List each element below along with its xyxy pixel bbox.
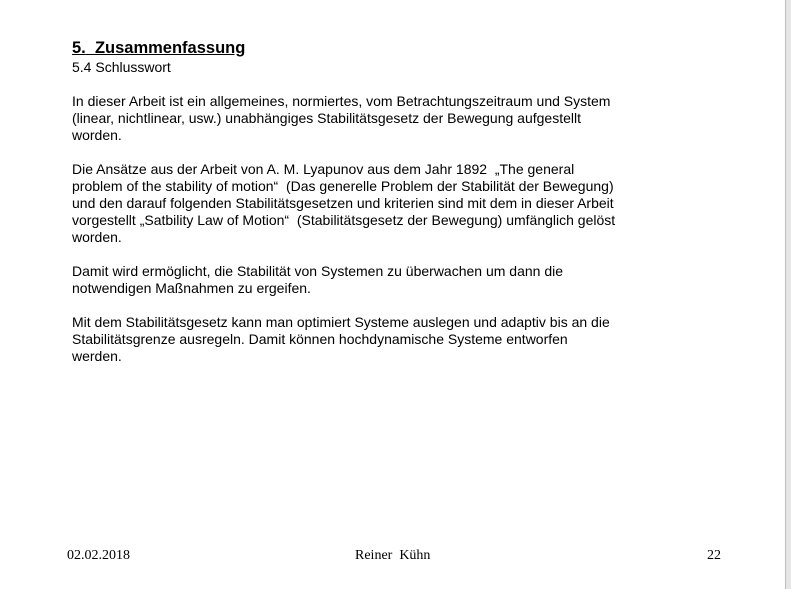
text-line: Mit dem Stabilitätsgesetz kann man optimiert Systeme auslegen und adaptiv bis an die: [72, 314, 610, 330]
footer-author: Reiner Kühn: [355, 548, 431, 563]
text-line: problem of the stability of motion“ (Das generelle Problem der Stabilität der Bewegung): [72, 178, 614, 194]
text-line: worden.: [72, 229, 122, 245]
page-number: 22: [707, 548, 721, 563]
text-line: und den darauf folgenden Stabilitätsgesetzen und kriterien sind mit dem in dieser Arbeit: [72, 195, 614, 211]
paragraph: [72, 93, 672, 144]
section-number: 5.: [72, 39, 86, 57]
text-line: In dieser Arbeit ist ein allgemeines, normiertes, vom Betrachtungszeitraum und System: [72, 93, 611, 109]
text-line: (linear, nichtlinear, usw.) unabhängiges Stabilitätsgesetz der Bewegung aufgestellt: [72, 110, 581, 126]
paragraph: [72, 263, 672, 297]
section-heading: [72, 38, 245, 58]
body-text: [72, 93, 672, 382]
text-line: notwendigen Maßnahmen zu ergeifen.: [72, 280, 311, 296]
text-line: werden.: [72, 348, 122, 364]
text-line: Stabilitätsgrenze ausregeln. Damit können hochdynamische Systeme entworfen: [72, 331, 568, 347]
section-title: Zusammenfassung: [94, 39, 246, 57]
paragraph: [72, 161, 672, 246]
window-edge: [785, 0, 791, 589]
text-line: Die Ansätze aus der Arbeit von A. M. Lyapunov aus dem Jahr 1892 „The general: [72, 161, 575, 177]
subsection-heading: 5.4 Schlusswort: [72, 59, 171, 75]
paragraph: [72, 314, 672, 365]
text-line: vorgestellt „Satbility Law of Motion“ (Stabilitätsgesetz der Bewegung) umfänglich gelöst: [72, 212, 616, 228]
text-line: worden.: [72, 127, 122, 143]
footer-date: 02.02.2018: [67, 548, 130, 563]
text-line: Damit wird ermöglicht, die Stabilität von Systemen zu überwachen um dann die: [72, 263, 564, 279]
